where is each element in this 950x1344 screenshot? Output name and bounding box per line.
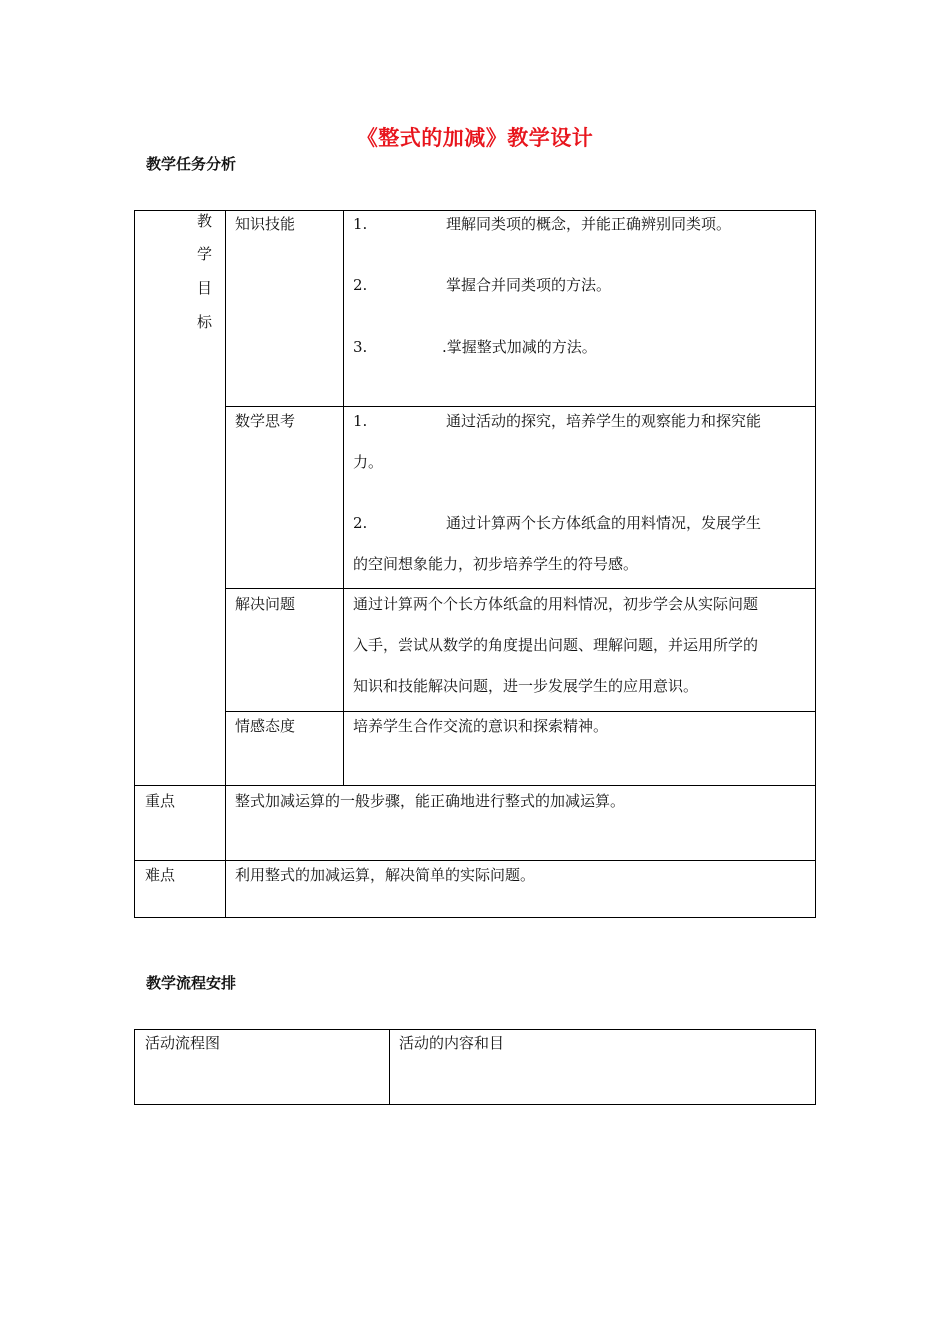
problem-solving-line: 知识和技能解决问题，进一步发展学生的应用意识。 — [353, 677, 699, 695]
item-number: 2. — [353, 514, 368, 532]
item-number: 1. — [353, 215, 368, 233]
objectives-group-label-char: 目 — [197, 279, 213, 297]
section-heading-task-analysis: 教学任务分析 — [146, 155, 237, 173]
objective-item: 掌握合并同类项的方法。 — [446, 276, 612, 294]
category-math-thinking: 数学思考 — [235, 412, 296, 430]
flow-col-activity-content: 活动的内容和目 — [399, 1034, 505, 1052]
difficulty-text: 利用整式的加减运算，解决简单的实际问题。 — [235, 866, 536, 884]
objectives-group-label-char: 标 — [197, 313, 213, 331]
category-attitude: 情感态度 — [235, 717, 296, 735]
objective-item-continued: 的空间想象能力，初步培养学生的符号感。 — [353, 555, 639, 573]
table-divider — [134, 860, 816, 861]
table-divider — [225, 406, 815, 407]
table-divider — [343, 210, 344, 785]
table-divider — [225, 711, 815, 712]
objective-item-continued: 力。 — [353, 453, 384, 471]
table-divider — [225, 210, 226, 918]
problem-solving-line: 通过计算两个个长方体纸盒的用料情况，初步学会从实际问题 — [353, 595, 759, 613]
objective-item: 通过计算两个长方体纸盒的用料情况，发展学生 — [446, 514, 762, 532]
table-divider — [134, 785, 816, 786]
key-point-text: 整式加减运算的一般步骤，能正确地进行整式的加减运算。 — [235, 792, 626, 810]
objectives-group-label-char: 学 — [197, 245, 213, 263]
objective-item: .掌握整式加减的方法。 — [442, 338, 597, 356]
table-divider — [225, 588, 815, 589]
objectives-group-label-char: 教 — [197, 212, 213, 230]
item-number: 3. — [353, 338, 368, 356]
item-number: 2. — [353, 276, 368, 294]
objective-item: 理解同类项的概念，并能正确辨别同类项。 — [446, 215, 732, 233]
objective-item: 通过活动的探究，培养学生的观察能力和探究能 — [446, 412, 762, 430]
table-divider — [389, 1029, 390, 1105]
category-problem-solving: 解决问题 — [235, 595, 296, 613]
document-title: 《整式的加减》教学设计 — [356, 126, 594, 150]
attitude-line: 培养学生合作交流的意识和探索精神。 — [353, 717, 609, 735]
item-number: 1. — [353, 412, 368, 430]
section-heading-teaching-flow: 教学流程安排 — [146, 974, 237, 992]
flow-col-activity-flowchart: 活动流程图 — [145, 1034, 221, 1052]
difficulty-label: 难点 — [145, 866, 176, 884]
key-point-label: 重点 — [145, 792, 176, 810]
category-knowledge-skills: 知识技能 — [235, 215, 296, 233]
problem-solving-line: 入手，尝试从数学的角度提出问题、理解问题，并运用所学的 — [353, 636, 759, 654]
